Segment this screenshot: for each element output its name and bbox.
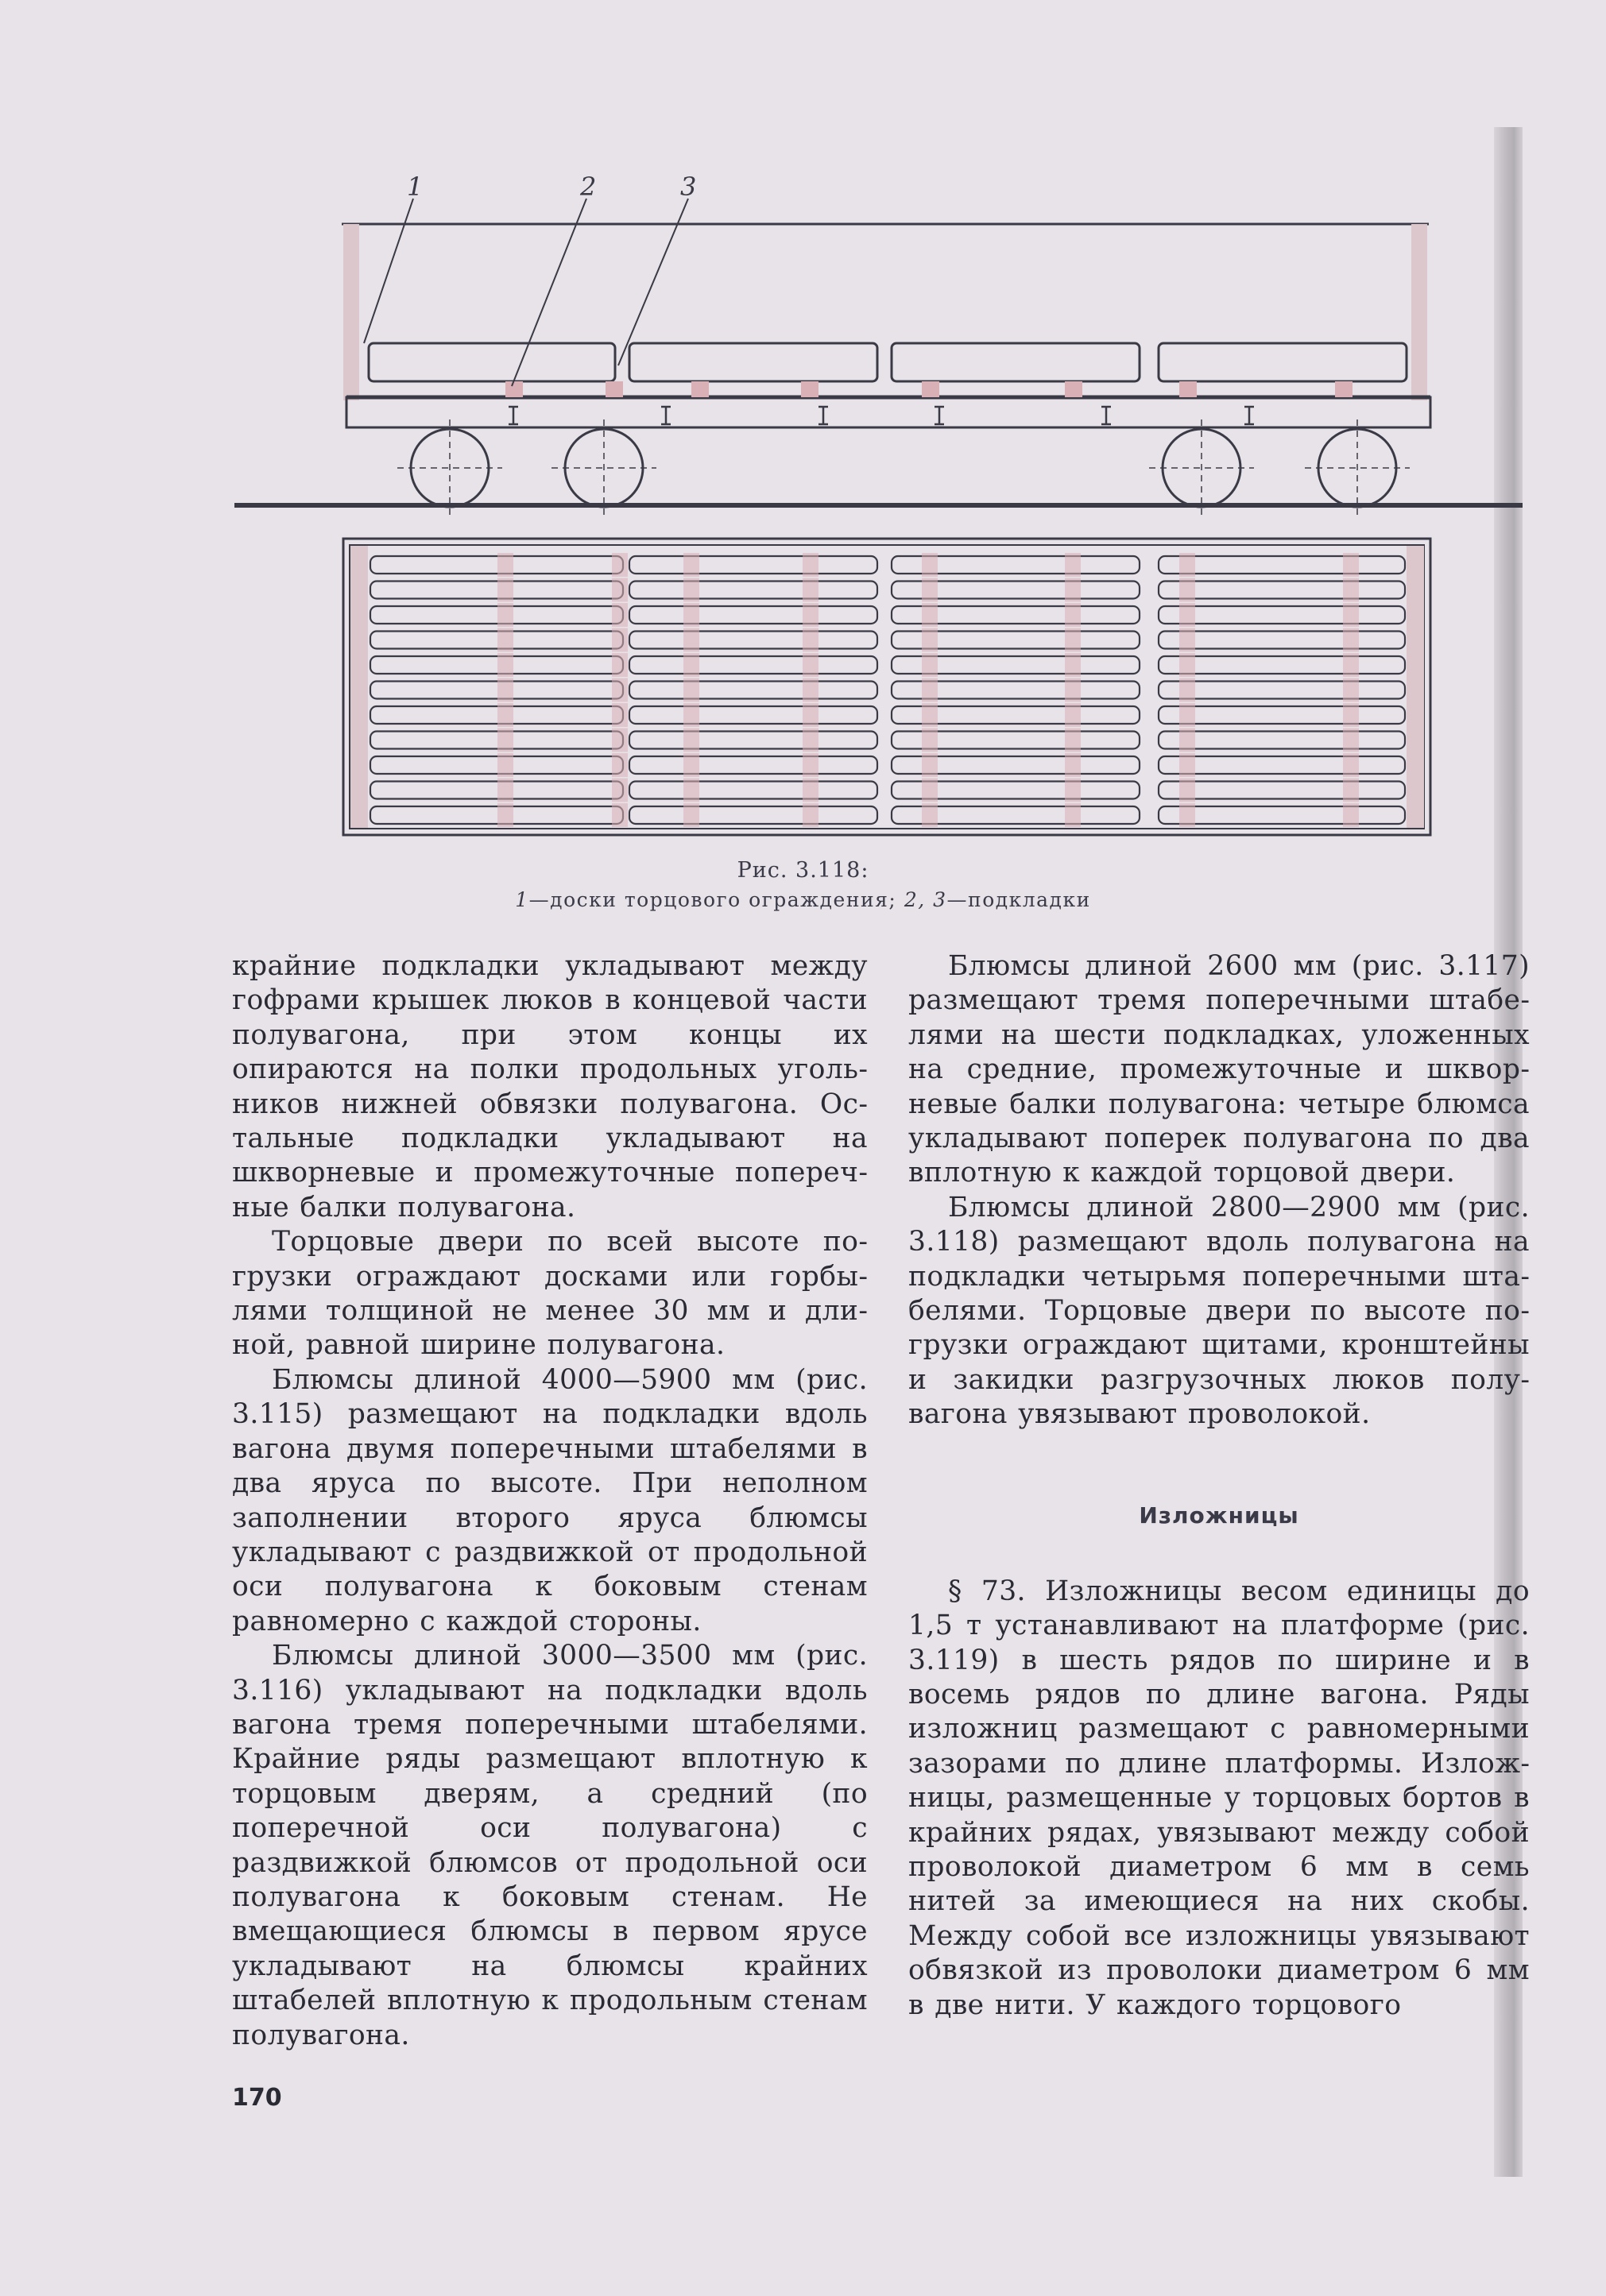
plan-shim xyxy=(1179,753,1195,777)
bloom-plan xyxy=(370,582,623,599)
plan-shim xyxy=(683,779,699,802)
bloom-plan xyxy=(370,756,623,774)
plan-shim xyxy=(683,553,699,577)
plan-shim xyxy=(497,578,513,602)
plan-shim xyxy=(922,603,938,627)
plan-shim xyxy=(1065,653,1081,677)
paragraph: Блюмсы длиной 2600 мм (рис. 3.117) размещают тремя поперечными штабелями на шести подкладках, уложенных на средние, промежуточные и шкворневые балки полувагона: четыре блюмса укладывают поперек полувагона по два вплотную к каждой торцовой двери. xyxy=(908,950,1530,1189)
plan-shim xyxy=(1179,729,1195,752)
plan-shim xyxy=(1179,779,1195,802)
plan-shim xyxy=(803,703,818,727)
bloom-plan xyxy=(629,606,877,624)
plan-shim xyxy=(922,628,938,652)
bloom-plan xyxy=(1159,632,1405,649)
bloom-plan xyxy=(629,706,877,724)
plan-shim xyxy=(683,753,699,777)
plan-shim xyxy=(612,603,628,627)
wagon-side-wall xyxy=(356,224,1416,397)
plan-shim xyxy=(612,653,628,677)
bloom-plan xyxy=(370,656,623,674)
plan-shim xyxy=(497,628,513,652)
paragraph: Торцовые двери по всей высоте погрузки ограждают досками или горбылями толщиной не менее 30 мм и длиной, равной ширине полувагона. xyxy=(232,1226,868,1362)
bloom-plan xyxy=(629,632,877,649)
plan-shim xyxy=(922,729,938,752)
plan-shim xyxy=(1179,703,1195,727)
right-column xyxy=(908,949,1530,2023)
plan-shim xyxy=(497,603,513,627)
bloom-plan xyxy=(629,582,877,599)
wheel-axes xyxy=(397,419,1410,516)
plan-shim xyxy=(497,553,513,577)
plan-shim xyxy=(1343,653,1359,677)
plan-shim xyxy=(922,653,938,677)
bloom-plan xyxy=(629,782,877,799)
plan-shim xyxy=(1065,703,1081,727)
paragraph: Блюмсы длиной 4000—5900 мм (рис. 3.115) размещают на подкладки вдоль вагона двумя поперечными штабелями в два яруса по высоте. При неполном заполнении второго яруса блюмсы укладывают с раздвижкой от продольной оси полувагона к боковым стенам равномерно с каждой стороны. xyxy=(232,1363,868,1637)
plan-shim xyxy=(803,753,818,777)
plan-shim xyxy=(1179,678,1195,702)
plan-shim xyxy=(612,803,628,827)
figure-3-118 xyxy=(230,127,1534,874)
plan-shim xyxy=(1343,729,1359,752)
plan-shim xyxy=(683,653,699,677)
plan-shim xyxy=(1179,803,1195,827)
plan-shim xyxy=(803,729,818,752)
plan-shim xyxy=(1065,678,1081,702)
plan-shim xyxy=(1179,578,1195,602)
figure-caption-legend: 1—доски торцового ограждения; 2, 3—подкладки xyxy=(515,888,1091,911)
plan-shim xyxy=(1179,553,1195,577)
plan-shim xyxy=(1065,729,1081,752)
plan-shim xyxy=(1065,553,1081,577)
plan-shim xyxy=(1179,603,1195,627)
bloom-plan xyxy=(629,656,877,674)
plan-shim xyxy=(803,803,818,827)
plan-shim xyxy=(1179,628,1195,652)
bloom-plan xyxy=(370,556,623,574)
plan-shim xyxy=(1065,628,1081,652)
callout-3: 3 xyxy=(680,172,697,202)
plan-shim xyxy=(683,703,699,727)
plan-shim xyxy=(497,729,513,752)
plan-shim xyxy=(683,603,699,627)
end-boards-right xyxy=(1411,224,1427,400)
bloom-plan xyxy=(370,806,623,824)
plan-shim xyxy=(922,779,938,802)
plan-shims xyxy=(497,553,1359,827)
plan-shim xyxy=(497,678,513,702)
bloom-plan xyxy=(629,556,877,574)
plan-shim xyxy=(1343,753,1359,777)
bloom-plan xyxy=(1159,706,1405,724)
plan-shim xyxy=(612,553,628,577)
plan-shim xyxy=(922,678,938,702)
bloom-plan xyxy=(629,682,877,699)
plan-shim xyxy=(1065,603,1081,627)
plan-shim xyxy=(1343,578,1359,602)
wheels xyxy=(411,429,1396,507)
plan-shim xyxy=(803,779,818,802)
cross-beam-markers xyxy=(509,407,1254,424)
callout-2: 2 xyxy=(580,172,597,202)
plan-shim xyxy=(612,678,628,702)
bloom-plan xyxy=(370,606,623,624)
bloom-plan xyxy=(629,732,877,749)
plan-shim xyxy=(1343,678,1359,702)
left-column xyxy=(232,949,868,2053)
plan-shim xyxy=(1065,753,1081,777)
figure-caption-title: Рис. 3.118: xyxy=(737,858,869,883)
plan-shim xyxy=(497,703,513,727)
bloom-plan xyxy=(1159,732,1405,749)
bloom-plan xyxy=(370,732,623,749)
plan-shim xyxy=(803,578,818,602)
plan-shim xyxy=(803,678,818,702)
plan-shim xyxy=(1343,553,1359,577)
plan-shim xyxy=(683,628,699,652)
bloom-plan xyxy=(1159,806,1405,824)
bloom-plan xyxy=(370,706,623,724)
plan-blooms xyxy=(370,556,1405,824)
paragraph: § 73. Изложницы весом единицы до 1,5 т устанавливают на платформе (рис. 3.119) в шесть рядов по ширине и в восемь рядов по длине вагона. Ряды изложниц размещают с равномерными зазорами по длине платформы. Изложницы, размещенные у торцовых бортов в крайних рядах, увязывают между собой проволокой диаметром 6 мм в семь нитей за имеющиеся на них скобы. Между собой все изложницы увязывают обвязкой из проволоки диаметром 6 мм в две нити. У каждого торцового xyxy=(908,1575,1530,2021)
callout-1: 1 xyxy=(407,172,424,202)
wagon-floor-frame xyxy=(346,397,1430,427)
plan-shim xyxy=(922,703,938,727)
plan-shim xyxy=(1179,653,1195,677)
plan-shim xyxy=(683,678,699,702)
bloom-plan xyxy=(1159,582,1405,599)
plan-shim xyxy=(612,628,628,652)
plan-shim xyxy=(1343,603,1359,627)
plan-shim xyxy=(683,578,699,602)
plan-shim xyxy=(497,803,513,827)
plan-shim xyxy=(1065,578,1081,602)
end-boards-left xyxy=(343,224,359,400)
plan-shim xyxy=(803,603,818,627)
paragraph: Блюмсы длиной 3000—3500 мм (рис. 3.116) укладывают на подкладки вдоль вагона тремя поперечными штабелями. Крайние ряды размещают вплотную к торцовым дверям, а средний (по поперечной оси полувагона) с раздвижкой блюмсов от продольной оси полувагона к боковым стенам. Не вмещающиеся блюмсы в первом ярусе укладывают на блюмсы крайних штабелей вплотную к продольным стенам полувагона. xyxy=(232,1640,868,2051)
plan-shim xyxy=(612,779,628,802)
plan-shim xyxy=(1065,779,1081,802)
plan-shim xyxy=(1343,703,1359,727)
plan-shim xyxy=(1065,803,1081,827)
bloom-plan xyxy=(1159,656,1405,674)
paragraph: Блюмсы длиной 2800—2900 мм (рис. 3.118) размещают вдоль полувагона на подкладки четырьмя поперечными штабелями. Торцовые двери по высоте погрузки ограждают щитами, кронштейны и закидки разгрузочных люков полувагона увязывают проволокой. xyxy=(908,1191,1530,1431)
bloom-plan xyxy=(1159,782,1405,799)
bloom-plan xyxy=(629,806,877,824)
side-bundles xyxy=(369,343,1407,381)
plan-shim xyxy=(1343,628,1359,652)
plan-shim xyxy=(1343,779,1359,802)
bloom-plan xyxy=(1159,682,1405,699)
plan-shim xyxy=(922,553,938,577)
bloom-plan xyxy=(370,782,623,799)
bloom-plan xyxy=(1159,556,1405,574)
paragraph: крайние подкладки укладывают между гофрами крышек люков в концевой части полувагона, при этом концы их опираются на полки продольных угольников нижней обвязки полувагона. Остальные подкладки укладывают на шкворневые и промежуточные поперечные балки полувагона. xyxy=(232,950,868,1223)
bloom-plan xyxy=(370,632,623,649)
plan-shim xyxy=(497,753,513,777)
plan-shim xyxy=(922,578,938,602)
page-number: 170 xyxy=(232,2084,282,2112)
plan-shim xyxy=(803,553,818,577)
plan-shim xyxy=(612,578,628,602)
plan-shim xyxy=(612,729,628,752)
plan-shim xyxy=(803,628,818,652)
bloom-plan xyxy=(629,756,877,774)
bloom-plan xyxy=(1159,606,1405,624)
plan-shim xyxy=(683,729,699,752)
plan-shim xyxy=(922,803,938,827)
plan-shim xyxy=(612,703,628,727)
plan-shim xyxy=(1343,803,1359,827)
section-heading: Изложницы xyxy=(1139,1502,1299,1529)
plan-shim xyxy=(803,653,818,677)
callout-leaders xyxy=(364,199,688,386)
plan-shim xyxy=(683,803,699,827)
bloom-plan xyxy=(1159,756,1405,774)
plan-shim xyxy=(922,753,938,777)
plan-shim xyxy=(612,753,628,777)
side-shims xyxy=(505,381,1353,397)
plan-shim xyxy=(497,779,513,802)
plan-shim xyxy=(497,653,513,677)
bloom-plan xyxy=(370,682,623,699)
